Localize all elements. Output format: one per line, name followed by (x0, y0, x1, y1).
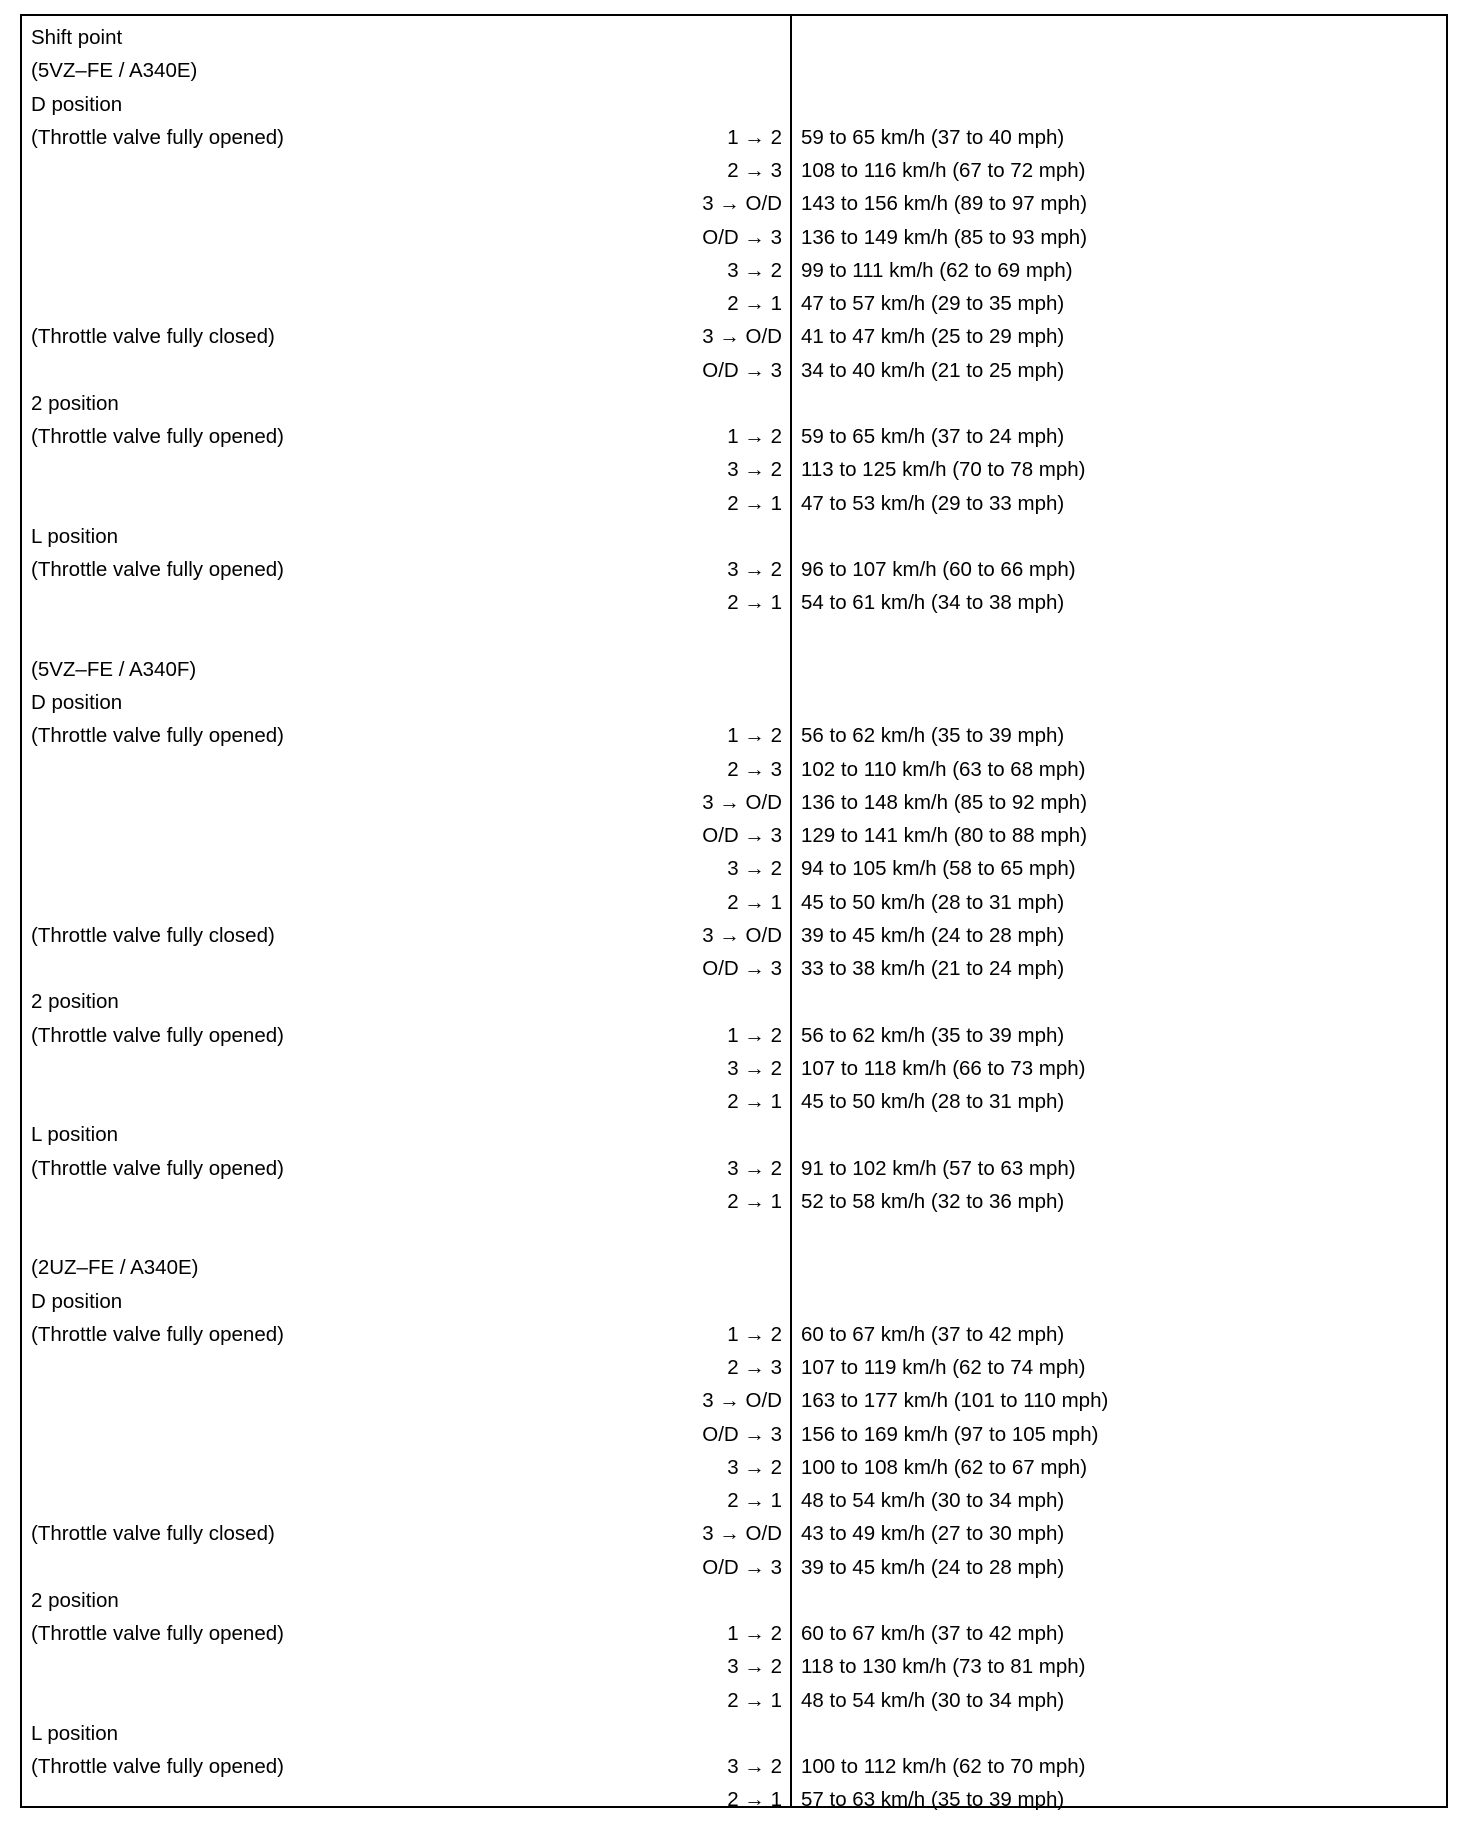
row-shift: 3 → 2 (727, 1655, 782, 1679)
table-row (22, 620, 1446, 653)
table-row (22, 819, 1446, 852)
table-row (22, 1085, 1446, 1118)
row-shift: 1 → 2 (727, 125, 782, 149)
row-label: (Throttle valve fully opened) (31, 1322, 284, 1346)
table-row (22, 420, 1446, 453)
row-value: 54 to 61 km/h (34 to 38 mph) (801, 591, 1065, 615)
row-value: 52 to 58 km/h (32 to 36 mph) (801, 1189, 1065, 1213)
table-row (22, 187, 1446, 220)
row-label: 2 position (31, 391, 119, 415)
table-row (22, 1118, 1446, 1151)
row-shift: 1 → 2 (727, 724, 782, 748)
row-value: 94 to 105 km/h (58 to 65 mph) (801, 857, 1076, 881)
row-value: 96 to 107 km/h (60 to 66 mph) (801, 558, 1076, 581)
row-value: 59 to 65 km/h (37 to 40 mph) (801, 125, 1065, 149)
table-row (22, 1717, 1446, 1750)
table-row (22, 1650, 1446, 1683)
row-value: 34 to 40 km/h (21 to 25 mph) (801, 358, 1065, 382)
row-value: 60 to 67 km/h (37 to 42 mph) (801, 1622, 1065, 1645)
row-value: 48 to 54 km/h (30 to 34 mph) (801, 1688, 1065, 1712)
row-value: 33 to 38 km/h (21 to 24 mph) (801, 957, 1065, 980)
table-row (22, 254, 1446, 287)
row-value: 41 to 47 km/h (25 to 29 mph) (801, 325, 1065, 349)
row-shift: 2 → 1 (727, 1788, 782, 1812)
row-value: 43 to 49 km/h (27 to 30 mph) (801, 1522, 1065, 1546)
row-label: L position (31, 1721, 118, 1745)
row-value: 143 to 156 km/h (89 to 97 mph) (801, 192, 1088, 216)
row-value: 39 to 45 km/h (24 to 28 mph) (801, 1555, 1065, 1579)
row-value: 59 to 65 km/h (37 to 24 mph) (801, 425, 1065, 448)
row-shift: 3 → O/D (702, 1389, 782, 1413)
table-row (22, 487, 1446, 520)
row-shift: 3 → O/D (702, 192, 782, 216)
table-row (22, 21, 1446, 54)
row-label: (Throttle valve fully opened) (31, 1156, 284, 1180)
row-shift: 2 → 3 (727, 757, 782, 781)
table-row (22, 1185, 1446, 1218)
row-value: 39 to 45 km/h (24 to 28 mph) (801, 923, 1065, 947)
row-value: 47 to 57 km/h (29 to 35 mph) (801, 292, 1065, 315)
row-value: 60 to 67 km/h (37 to 42 mph) (801, 1322, 1065, 1346)
table-row (22, 1617, 1446, 1650)
row-value: 100 to 108 km/h (62 to 67 mph) (801, 1455, 1088, 1479)
row-label: (Throttle valve fully closed) (31, 1522, 275, 1546)
table-row (22, 1451, 1446, 1484)
row-value: 47 to 53 km/h (29 to 33 mph) (801, 491, 1065, 515)
table-row (22, 1517, 1446, 1550)
table-row (22, 121, 1446, 154)
row-value: 48 to 54 km/h (30 to 34 mph) (801, 1489, 1065, 1512)
row-shift: O/D → 3 (702, 957, 782, 980)
row-shift: 3 → 2 (727, 258, 782, 282)
row-label: L position (31, 1123, 118, 1147)
table-row (22, 320, 1446, 353)
row-label: (Throttle valve fully closed) (31, 923, 275, 947)
row-shift: 2 → 1 (727, 591, 782, 615)
row-value: 99 to 111 km/h (62 to 69 mph) (801, 258, 1073, 282)
row-value: 136 to 149 km/h (85 to 93 mph) (801, 225, 1088, 249)
table-row (22, 1052, 1446, 1085)
row-label: 2 position (31, 1588, 119, 1612)
row-label: L position (31, 524, 118, 548)
row-value: 91 to 102 km/h (57 to 63 mph) (801, 1156, 1076, 1180)
row-shift: 2 → 1 (727, 890, 782, 914)
row-label: D position (31, 691, 123, 714)
shift-point-spec-table (20, 14, 1448, 1812)
table-row (22, 1551, 1446, 1584)
row-value: 129 to 141 km/h (80 to 88 mph) (801, 824, 1088, 847)
row-label: (Throttle valve fully opened) (31, 1755, 284, 1778)
row-label: (2UZ–FE / A340E) (31, 1256, 199, 1280)
row-shift: 2 → 1 (727, 292, 782, 315)
table-row (22, 852, 1446, 885)
table-row (22, 919, 1446, 952)
row-shift: 3 → 2 (727, 1056, 782, 1080)
row-value: 102 to 110 km/h (63 to 68 mph) (801, 757, 1086, 781)
table-row (22, 719, 1446, 752)
row-value: 108 to 116 km/h (67 to 72 mph) (801, 159, 1086, 182)
row-label: 2 position (31, 990, 119, 1014)
row-shift: 2 → 1 (727, 1489, 782, 1512)
table-row (22, 1384, 1446, 1417)
row-label: (Throttle valve fully opened) (31, 1622, 284, 1645)
table-row (22, 1251, 1446, 1284)
table-row (22, 354, 1446, 387)
row-value: 100 to 112 km/h (62 to 70 mph) (801, 1755, 1086, 1778)
table-row (22, 985, 1446, 1018)
row-shift: 3 → 2 (727, 1755, 782, 1778)
table-row (22, 453, 1446, 486)
row-shift: 3 → O/D (702, 325, 782, 349)
row-shift: O/D → 3 (702, 358, 782, 382)
table-row (22, 287, 1446, 320)
table-row (22, 952, 1446, 985)
row-shift: 1 → 2 (727, 1023, 782, 1047)
table-row (22, 1019, 1446, 1052)
row-value: 118 to 130 km/h (73 to 81 mph) (801, 1655, 1086, 1679)
row-shift: 1 → 2 (727, 1322, 782, 1346)
row-label: (5VZ–FE / A340F) (31, 657, 197, 681)
table-row (22, 753, 1446, 786)
table-row (22, 1218, 1446, 1251)
row-shift: 2 → 1 (727, 1189, 782, 1213)
row-shift: 2 → 1 (727, 1090, 782, 1113)
table-row (22, 1152, 1446, 1185)
table-row (22, 1484, 1446, 1517)
table-row (22, 586, 1446, 619)
table-row (22, 786, 1446, 819)
row-value: 107 to 118 km/h (66 to 73 mph) (801, 1056, 1086, 1080)
table-row (22, 520, 1446, 553)
row-shift: 2 → 1 (727, 491, 782, 515)
table-row (22, 221, 1446, 254)
row-shift: O/D → 3 (702, 225, 782, 249)
row-shift: O/D → 3 (702, 1555, 782, 1579)
row-shift: 3 → O/D (702, 790, 782, 814)
row-value: 107 to 119 km/h (62 to 74 mph) (801, 1356, 1086, 1379)
row-shift: 3 → O/D (702, 1522, 782, 1546)
row-label: Shift point (31, 26, 123, 49)
table-row (22, 1351, 1446, 1384)
row-label: D position (31, 1289, 123, 1313)
row-shift: 1 → 2 (727, 1622, 782, 1645)
row-label: D position (31, 92, 123, 116)
row-value: 136 to 148 km/h (85 to 92 mph) (801, 790, 1088, 814)
row-label: (Throttle valve fully closed) (31, 325, 275, 349)
table-row (22, 686, 1446, 719)
row-shift: 3 → 2 (727, 1156, 782, 1180)
row-shift: 1 → 2 (727, 425, 782, 448)
table-row (22, 1783, 1446, 1816)
row-label: (Throttle valve fully opened) (31, 558, 284, 581)
row-value: 57 to 63 km/h (35 to 39 mph) (801, 1788, 1065, 1812)
row-value: 45 to 50 km/h (28 to 31 mph) (801, 1090, 1065, 1113)
table-row (22, 1418, 1446, 1451)
row-value: 113 to 125 km/h (70 to 78 mph) (801, 458, 1086, 482)
row-shift: 3 → 2 (727, 1455, 782, 1479)
row-value: 56 to 62 km/h (35 to 39 mph) (801, 724, 1065, 748)
row-value: 156 to 169 km/h (97 to 105 mph) (801, 1422, 1099, 1446)
table-row (22, 553, 1446, 586)
table-row (22, 1750, 1446, 1783)
row-label: (Throttle valve fully opened) (31, 724, 284, 748)
table-row (22, 54, 1446, 87)
row-value: 56 to 62 km/h (35 to 39 mph) (801, 1023, 1065, 1047)
row-shift: O/D → 3 (702, 824, 782, 847)
row-label: (Throttle valve fully opened) (31, 1023, 284, 1047)
table-row (22, 154, 1446, 187)
table-row (22, 1318, 1446, 1351)
row-shift: 2 → 3 (727, 1356, 782, 1379)
table-row (22, 653, 1446, 686)
table-row (22, 886, 1446, 919)
table-row (22, 88, 1446, 121)
row-shift: 3 → 2 (727, 857, 782, 881)
row-value: 163 to 177 km/h (101 to 110 mph) (801, 1389, 1109, 1413)
row-shift: 3 → 2 (727, 458, 782, 482)
row-shift: 3 → O/D (702, 923, 782, 947)
row-label: (Throttle valve fully opened) (31, 125, 284, 149)
row-shift: 3 → 2 (727, 558, 782, 581)
row-shift: 2 → 3 (727, 159, 782, 182)
row-shift: 2 → 1 (727, 1688, 782, 1712)
table-row (22, 1584, 1446, 1617)
row-shift: O/D → 3 (702, 1422, 782, 1446)
table-row (22, 1684, 1446, 1717)
row-label: (Throttle valve fully opened) (31, 425, 284, 448)
row-value: 45 to 50 km/h (28 to 31 mph) (801, 890, 1065, 914)
table-row (22, 387, 1446, 420)
row-label: (5VZ–FE / A340E) (31, 59, 198, 83)
table-row (22, 1285, 1446, 1318)
